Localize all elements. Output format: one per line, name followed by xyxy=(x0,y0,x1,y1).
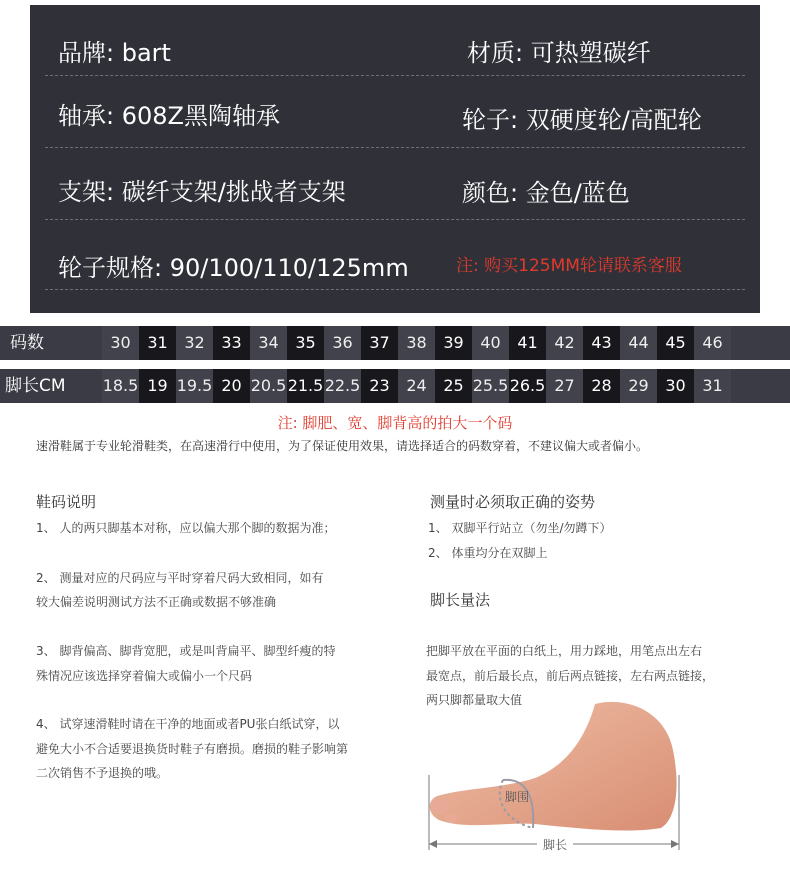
size-cell: 30 xyxy=(102,326,139,360)
spec-bearing: 轴承: 608Z黑陶轴承 xyxy=(58,102,280,130)
foot-length-label: 脚长 xyxy=(543,838,568,852)
arrow-left xyxy=(429,840,437,848)
measure-heading: 脚长量法 xyxy=(430,591,491,609)
posture-item-2: 2、 体重均分在双脚上 xyxy=(428,546,548,560)
measure-text-2: 最宽点，前后最长点，前后两点链接，左右两点链接， xyxy=(426,669,715,683)
size-guide-item-3b: 殊情况应该选择穿着偏大或偏小一个尺码 xyxy=(36,669,253,683)
length-cell: 31 xyxy=(694,369,731,403)
spec-material: 材质: 可热塑碳纤 xyxy=(467,39,651,67)
size-cell: 37 xyxy=(361,326,398,360)
toe xyxy=(445,813,457,823)
size-cell: 41 xyxy=(509,326,546,360)
length-cell: 19 xyxy=(139,369,176,403)
length-cell: 28 xyxy=(583,369,620,403)
spec-frame: 支架: 碳纤支架/挑战者支架 xyxy=(58,178,346,206)
size-cell: 39 xyxy=(435,326,472,360)
measure-text-3: 两只脚都量取大值 xyxy=(426,693,523,707)
fit-note: 注: 脚肥、宽、脚背高的拍大一个码 xyxy=(277,414,513,432)
size-cell: 36 xyxy=(324,326,361,360)
length-cell: 23 xyxy=(361,369,398,403)
length-cell: 27 xyxy=(546,369,583,403)
length-cells xyxy=(102,369,731,403)
length-cell: 21.5 xyxy=(287,369,324,403)
foot-girth-label: 脚围 xyxy=(505,790,530,804)
length-cell: 25 xyxy=(435,369,472,403)
size-guide-heading: 鞋码说明 xyxy=(36,493,97,511)
size-cell: 44 xyxy=(620,326,657,360)
arrow-right xyxy=(671,840,679,848)
size-cell: 31 xyxy=(139,326,176,360)
length-cell: 25.5 xyxy=(472,369,509,403)
size-cell: 33 xyxy=(213,326,250,360)
size-cell: 42 xyxy=(546,326,583,360)
size-label: 码数 xyxy=(10,333,44,353)
spec-wheel-size: 轮子规格: 90/100/110/125mm xyxy=(58,254,409,282)
length-cell: 22.5 xyxy=(324,369,361,403)
big-toe xyxy=(430,800,448,814)
size-cell: 35 xyxy=(287,326,324,360)
size-cell: 34 xyxy=(250,326,287,360)
size-guide-item-4c: 二次销售不予退换的哦。 xyxy=(36,766,169,780)
foot-shape xyxy=(430,702,677,831)
measure-text-1: 把脚平放在平面的白纸上，用力踩地，用笔点出左右 xyxy=(426,644,703,658)
size-guide-item-4a: 4、 试穿速滑鞋时请在干净的地面或者PU张白纸试穿，以 xyxy=(36,717,340,731)
size-cells xyxy=(102,326,731,360)
length-cell: 18.5 xyxy=(102,369,139,403)
wheel-size-note: 注: 购买125MM轮请联系客服 xyxy=(456,256,682,276)
size-cell: 38 xyxy=(398,326,435,360)
size-cell: 32 xyxy=(176,326,213,360)
size-cell: 43 xyxy=(583,326,620,360)
length-cell: 20 xyxy=(213,369,250,403)
posture-heading: 测量时必须取正确的姿势 xyxy=(430,493,596,511)
posture-item-1: 1、 双脚平行站立（勿坐/勿蹲下） xyxy=(428,521,612,535)
foot-illustration xyxy=(425,700,690,860)
specs-panel xyxy=(30,5,760,313)
length-cell: 30 xyxy=(657,369,694,403)
size-guide-item-3a: 3、 脚背偏高、脚背宽肥，或是叫背扁平、脚型纤瘦的特 xyxy=(36,644,336,658)
length-cell: 26.5 xyxy=(509,369,546,403)
spec-wheel: 轮子: 双硬度轮/高配轮 xyxy=(462,106,702,134)
length-cell: 20.5 xyxy=(250,369,287,403)
size-guide-item-1: 1、 人的两只脚基本对称，应以偏大那个脚的数据为准； xyxy=(36,521,336,535)
length-cell: 19.5 xyxy=(176,369,213,403)
length-cell: 29 xyxy=(620,369,657,403)
spec-color: 颜色: 金色/蓝色 xyxy=(462,179,630,207)
intro-text: 速滑鞋属于专业轮滑鞋类，在高速滑行中使用，为了保证使用效果，请选择适合的码数穿着，不建议偏大或者偏小。 xyxy=(36,439,649,453)
size-guide-item-2b: 较大偏差说明测试方法不正确或数据不够准确 xyxy=(36,595,277,609)
size-guide-item-2a: 2、 测量对应的尺码应与平时穿着尺码大致相同，如有 xyxy=(36,571,324,585)
size-row xyxy=(0,326,790,360)
length-label: 脚长CM xyxy=(5,376,66,396)
size-guide-item-4b: 避免大小不合适要退换货时鞋子有磨损。磨损的鞋子影响第 xyxy=(36,742,349,756)
size-cell: 45 xyxy=(657,326,694,360)
spec-brand: 品牌: bart xyxy=(58,39,171,67)
length-cell: 24 xyxy=(398,369,435,403)
length-row xyxy=(0,369,790,403)
size-cell: 40 xyxy=(472,326,509,360)
size-cell: 46 xyxy=(694,326,731,360)
